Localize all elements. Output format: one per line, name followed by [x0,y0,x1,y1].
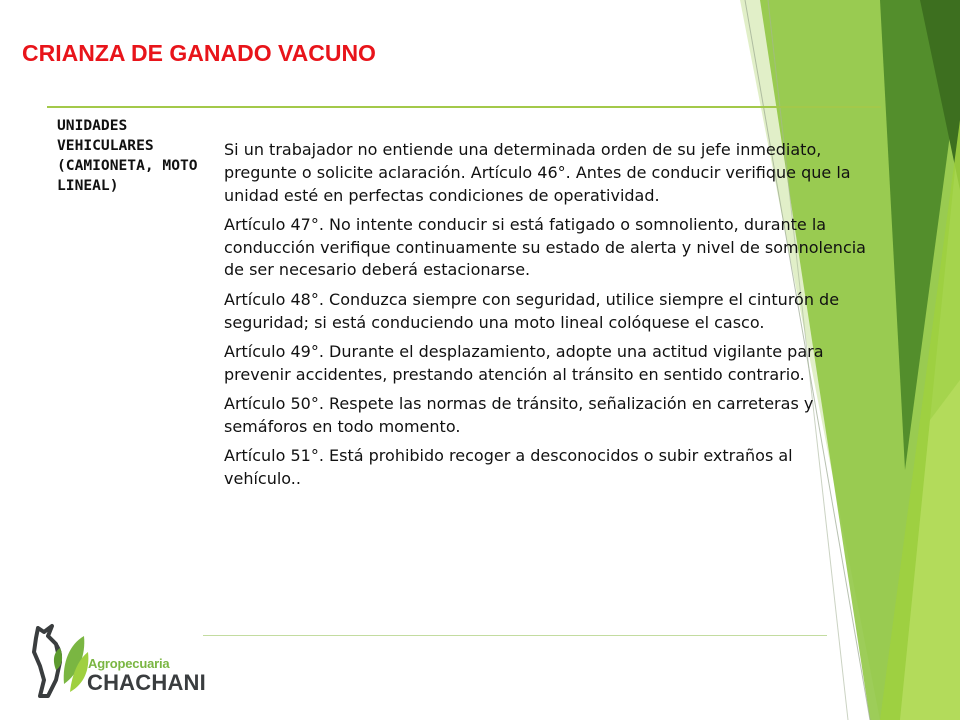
title-divider [47,106,881,108]
logo-text-agropecuaria: Agropecuaria [88,656,170,671]
article-paragraph: Artículo 48°. Conduzca siempre con seguridad, utilice siempre el cinturón de seguridad; si está conduciendo una moto lineal colóquese el casco. [224,289,840,332]
section-label: UNIDADES VEHICULARES (CAMIONETA, MOTO LINEAL) [57,117,198,194]
article-paragraph: Si un trabajador no entiende una determinada orden de su jefe inmediato, pregunte o solicite aclaración. Artículo 46°. Antes de conducir verifique que la unidad esté en perfectas condiciones de operatividad. [224,140,851,205]
article-paragraph: Artículo 47°. No intente conducir si está fatigado o somnoliento, durante la conducción verifique continuamente su estado de alerta y nivel de somnolencia de ser necesario deberá estacionarse. [224,214,866,280]
logo-text-chachani: CHACHANI [87,670,206,695]
article-paragraph: Artículo 50°. Respete las normas de tránsito, señalización en carreteras y semáforos en todo momento. [224,393,814,436]
article-paragraph: Artículo 49°. Durante el desplazamiento, adopte una actitud vigilante para prevenir accidentes, prestando atención al tránsito en sentido contrario. [224,341,824,384]
article-paragraph: Artículo 51°. Está prohibido recoger a desconocidos o subir extraños al vehículo.. [224,446,793,488]
footer-divider [203,635,827,636]
article-list [224,139,874,497]
slide-title: CRIANZA DE GANADO VACUNO [22,40,376,66]
